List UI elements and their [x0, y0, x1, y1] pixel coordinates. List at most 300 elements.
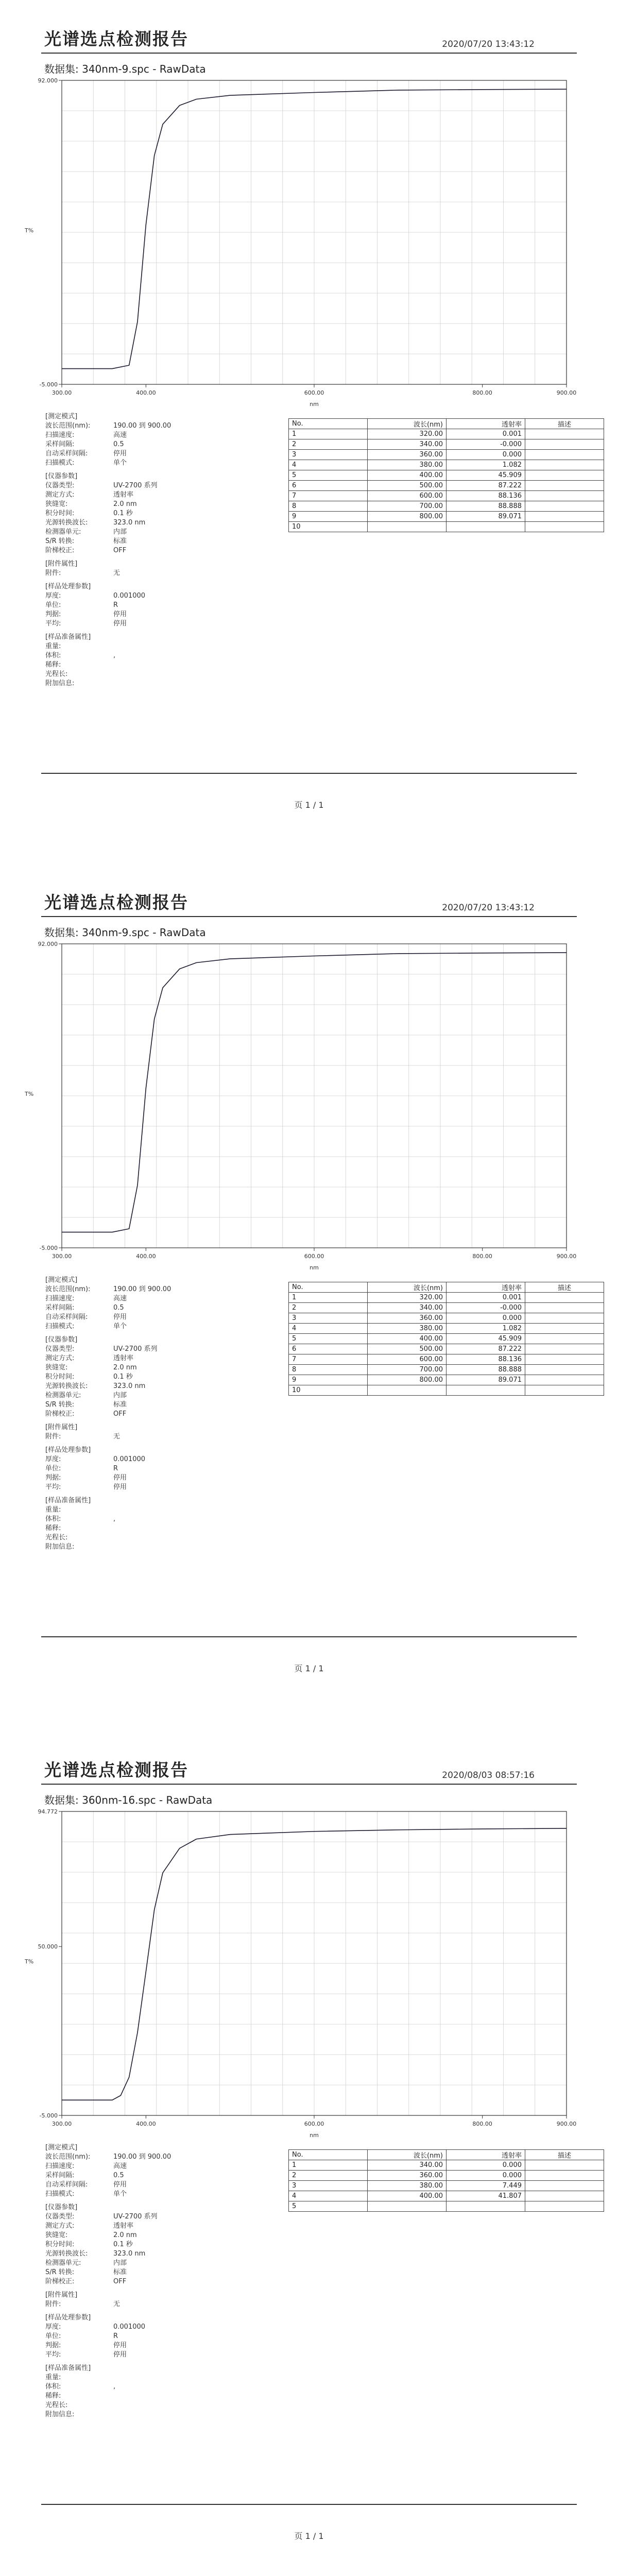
param-value: 高速 [113, 1295, 127, 1302]
report-title: 光谱选点检测报告 [44, 29, 188, 49]
report-date: 2020/08/03 08:57:16 [442, 1770, 535, 1781]
table-cell [525, 429, 604, 439]
table-header-cell: No. [289, 1282, 368, 1293]
table-cell [525, 2171, 604, 2181]
table-cell: 3 [289, 450, 368, 460]
report-page [0, 1731, 618, 2576]
param-key: 光源转换波长: [45, 1382, 88, 1390]
param-key: 稀释: [45, 661, 61, 669]
param-key: 扫描速度: [45, 431, 75, 439]
param-row [45, 1294, 287, 1303]
table-row [289, 522, 604, 532]
x-tick-label: 300.00 [52, 389, 72, 396]
param-section-title: [样品准备属性] [45, 1497, 91, 1504]
param-value: 0.1 秒 [113, 510, 133, 517]
param-key: 光源转换波长: [45, 519, 88, 527]
param-row [45, 2171, 287, 2180]
param-value: 2.0 nm [113, 500, 137, 508]
table-cell [525, 1344, 604, 1354]
param-value: 323.0 nm [113, 519, 146, 527]
param-key: 厚度: [45, 1455, 61, 1463]
table-cell: 89.071 [447, 512, 525, 522]
table-cell [525, 460, 604, 470]
param-section-title: [附件属性] [45, 2291, 78, 2299]
table-cell [525, 439, 604, 450]
page-number: 页 1 / 1 [294, 2531, 324, 2541]
param-value: 停用 [113, 1483, 127, 1491]
param-value: 内部 [113, 1392, 127, 1399]
param-value: UV-2700 系列 [113, 2213, 158, 2221]
table-cell [368, 1385, 447, 1396]
table-row [289, 460, 604, 470]
param-row [45, 2341, 287, 2350]
y-axis-label: T% [25, 1091, 34, 1097]
param-value: 190.00 到 900.00 [113, 422, 171, 430]
table-header-cell: 波长(nm) [368, 1282, 447, 1293]
table-cell: 7 [289, 1354, 368, 1365]
param-key: 体积: [45, 2383, 61, 2391]
table-cell: 0.001 [447, 429, 525, 439]
table-cell: 7.449 [447, 2181, 525, 2191]
report-title: 光谱选点检测报告 [44, 1760, 188, 1780]
header-divider [41, 916, 577, 917]
header-divider [41, 53, 577, 54]
param-value: 0.1 秒 [113, 1373, 133, 1381]
x-tick-label: 900.00 [556, 2121, 577, 2127]
table-row [289, 1365, 604, 1375]
param-row [45, 610, 287, 619]
param-row [45, 449, 287, 459]
chart-grid [62, 1811, 566, 2115]
x-tick-label: 600.00 [304, 2121, 324, 2127]
param-row [45, 2162, 287, 2171]
param-key: 光程长: [45, 670, 68, 678]
table-row [289, 1354, 604, 1365]
param-section-title: [样品准备属性] [45, 2364, 91, 2372]
param-value: 标准 [113, 537, 127, 545]
table-header-row [289, 2150, 604, 2160]
table-cell [368, 522, 447, 532]
param-row [45, 1464, 287, 1473]
param-row [45, 2323, 287, 2332]
table-cell: 6 [289, 1344, 368, 1354]
param-row [45, 2222, 287, 2231]
table-cell: 380.00 [368, 460, 447, 470]
param-row [45, 1455, 287, 1464]
param-value: 0.001000 [113, 2323, 146, 2331]
param-row [45, 1473, 287, 1483]
param-row [45, 431, 287, 440]
param-key: 光程长: [45, 1534, 68, 1541]
report-page [0, 863, 618, 1724]
table-cell: 360.00 [368, 2171, 447, 2181]
param-value: 停用 [113, 2342, 127, 2349]
param-row [45, 619, 287, 629]
param-row [45, 1285, 287, 1294]
param-value: 323.0 nm [113, 1382, 146, 1390]
param-value: 0.5 [113, 440, 124, 448]
table-cell [525, 1313, 604, 1324]
table-cell: 4 [289, 1324, 368, 1334]
table-cell [525, 522, 604, 532]
param-value: 透射率 [113, 2222, 134, 2230]
x-axis-label: nm [310, 401, 319, 408]
param-section-title: [仪器参数] [45, 2204, 78, 2211]
param-row [45, 546, 287, 555]
table-cell [447, 522, 525, 532]
param-key: 采样间隔: [45, 1304, 75, 1312]
param-key: 判据: [45, 2342, 61, 2349]
param-key: 单位: [45, 2332, 61, 2340]
param-key: 仪器类型: [45, 1345, 75, 1353]
table-header-cell: 波长(nm) [368, 419, 447, 429]
table-header-cell: 透射率 [447, 2150, 525, 2160]
y-tick-label: 92.000 [38, 77, 58, 84]
param-value: R [113, 601, 118, 609]
table-cell [525, 481, 604, 491]
param-key: 附加信息: [45, 680, 75, 687]
param-row [45, 421, 287, 431]
param-row [45, 2277, 287, 2286]
param-key: 扫描速度: [45, 2162, 75, 2170]
table-cell: 88.888 [447, 1365, 525, 1375]
param-row [45, 1505, 287, 1515]
param-key: 仪器类型: [45, 482, 75, 489]
measurement-parameters [45, 412, 287, 688]
param-section-title: [样品处理参数] [45, 583, 91, 590]
param-key: 阶梯校正: [45, 1410, 75, 1418]
table-cell [368, 2201, 447, 2212]
footer-divider [41, 773, 577, 774]
param-row [45, 537, 287, 546]
chart-grid [62, 944, 566, 1248]
param-key: 检测器单元: [45, 2259, 81, 2267]
table-cell [525, 2181, 604, 2191]
param-row [45, 509, 287, 518]
table-cell: 600.00 [368, 491, 447, 501]
table-cell: 700.00 [368, 1365, 447, 1375]
param-value: 内部 [113, 2259, 127, 2267]
param-key: 稀释: [45, 2392, 61, 2400]
param-key: 积分时间: [45, 1373, 75, 1381]
table-cell: 500.00 [368, 1344, 447, 1354]
x-tick-label: 400.00 [136, 1253, 156, 1260]
param-row [45, 528, 287, 537]
table-cell: 360.00 [368, 1313, 447, 1324]
param-row [45, 2401, 287, 2410]
table-cell: 6 [289, 481, 368, 491]
param-row [45, 2180, 287, 2190]
table-cell: 360.00 [368, 450, 447, 460]
table-cell [525, 1385, 604, 1396]
param-row [45, 1543, 287, 1552]
table-cell [525, 2201, 604, 2212]
table-row [289, 2160, 604, 2171]
param-row [45, 2212, 287, 2222]
param-row [45, 2300, 287, 2309]
dataset-label: 数据集: 340nm-9.spc - RawData [44, 926, 206, 939]
param-value: 内部 [113, 528, 127, 536]
table-cell: 10 [289, 1385, 368, 1396]
table-row [289, 501, 604, 512]
table-header-row [289, 419, 604, 429]
param-key: S/R 转换: [45, 1401, 75, 1409]
param-row [45, 679, 287, 688]
param-key: 平均: [45, 1483, 61, 1491]
table-header-cell: 透射率 [447, 1282, 525, 1293]
table-cell: 88.136 [447, 491, 525, 501]
param-value: 190.00 到 900.00 [113, 2153, 171, 2161]
table-row [289, 512, 604, 522]
table-cell: 700.00 [368, 501, 447, 512]
table-cell: 500.00 [368, 481, 447, 491]
param-key: 厚度: [45, 2323, 61, 2331]
param-row [45, 490, 287, 500]
param-value: 停用 [113, 450, 127, 457]
param-row [45, 2190, 287, 2199]
param-section-title: [测定模式] [45, 1276, 78, 1284]
param-value: 高速 [113, 431, 127, 439]
param-key: 光程长: [45, 2401, 68, 2409]
y-tick-label: -5.000 [39, 381, 58, 388]
param-key: 附加信息: [45, 1543, 75, 1551]
table-cell: 2 [289, 2171, 368, 2181]
param-value: 0.1 秒 [113, 2241, 133, 2248]
table-cell [525, 2191, 604, 2201]
table-cell: 87.222 [447, 481, 525, 491]
table-cell [525, 501, 604, 512]
param-key: 测定方式: [45, 2222, 75, 2230]
point-table [288, 418, 604, 532]
spectrum-chart [21, 939, 597, 1271]
y-axis-label: T% [25, 1958, 34, 1965]
param-row [45, 1303, 287, 1313]
table-cell [525, 491, 604, 501]
x-tick-label: 900.00 [556, 389, 577, 396]
x-tick-label: 800.00 [472, 389, 492, 396]
table-cell: 3 [289, 2181, 368, 2191]
param-row [45, 2240, 287, 2249]
param-value: R [113, 1465, 118, 1472]
y-tick-label: 92.000 [38, 941, 58, 947]
table-cell: 1 [289, 429, 368, 439]
param-value: 2.0 nm [113, 2231, 137, 2239]
table-cell: 600.00 [368, 1354, 447, 1365]
report-page [0, 0, 618, 860]
param-key: 检测器单元: [45, 528, 81, 536]
point-table [288, 2149, 604, 2212]
table-cell: 340.00 [368, 2160, 447, 2171]
param-key: 狭缝宽: [45, 2231, 68, 2239]
table-cell: 89.071 [447, 1375, 525, 1385]
param-row [45, 1382, 287, 1391]
param-row [45, 1322, 287, 1331]
footer-divider [41, 1636, 577, 1637]
param-section-title: [样品处理参数] [45, 1446, 91, 1454]
table-cell: -0.000 [447, 439, 525, 450]
spectrum-chart [21, 75, 597, 408]
param-key: 自动采样间隔: [45, 2181, 88, 2189]
table-cell: 45.909 [447, 470, 525, 481]
param-value: , [113, 2383, 116, 2391]
table-cell [525, 1354, 604, 1365]
table-header-cell: No. [289, 419, 368, 429]
param-section-title: [测定模式] [45, 413, 78, 420]
table-cell: 88.136 [447, 1354, 525, 1365]
param-key: 狭缝宽: [45, 500, 68, 508]
table-cell [447, 2201, 525, 2212]
x-axis-label: nm [310, 2132, 319, 2139]
table-header-row [289, 1282, 604, 1293]
x-tick-label: 600.00 [304, 1253, 324, 1260]
table-row [289, 2191, 604, 2201]
x-tick-label: 300.00 [52, 1253, 72, 1260]
table-cell: 41.807 [447, 2191, 525, 2201]
param-value: 无 [113, 569, 121, 577]
param-value: 停用 [113, 1313, 127, 1321]
table-cell [447, 1385, 525, 1396]
param-row [45, 1391, 287, 1400]
table-cell [525, 1375, 604, 1385]
param-row [45, 670, 287, 679]
table-cell [525, 470, 604, 481]
param-row [45, 642, 287, 651]
table-cell: 380.00 [368, 1324, 447, 1334]
table-row [289, 2181, 604, 2191]
param-section-title: [附件属性] [45, 560, 78, 568]
param-value: 停用 [113, 2351, 127, 2359]
table-cell: 400.00 [368, 1334, 447, 1344]
param-value: 单个 [113, 1323, 127, 1330]
x-tick-label: 800.00 [472, 2121, 492, 2127]
x-axis-label: nm [310, 1264, 319, 1271]
param-value: 0.001000 [113, 1455, 146, 1463]
table-cell: 3 [289, 1313, 368, 1324]
point-table [288, 1282, 604, 1396]
param-value: 无 [113, 2300, 121, 2308]
table-cell: 1.082 [447, 1324, 525, 1334]
param-key: 单位: [45, 601, 61, 609]
param-value: 190.00 到 900.00 [113, 1285, 171, 1293]
param-key: 测定方式: [45, 1354, 75, 1362]
param-row [45, 500, 287, 509]
param-value: 停用 [113, 611, 127, 618]
param-row [45, 1533, 287, 1543]
table-cell: 87.222 [447, 1344, 525, 1354]
table-header-cell: No. [289, 2150, 368, 2160]
table-cell: 8 [289, 501, 368, 512]
table-cell: 0.000 [447, 1313, 525, 1324]
param-row [45, 1345, 287, 1354]
table-cell: 0.000 [447, 450, 525, 460]
param-key: 重量: [45, 642, 61, 650]
param-key: 判据: [45, 1474, 61, 1482]
chart-grid [62, 80, 566, 384]
param-row [45, 591, 287, 601]
table-row [289, 1375, 604, 1385]
param-key: 体积: [45, 1515, 61, 1523]
param-row [45, 2231, 287, 2240]
table-cell: 9 [289, 512, 368, 522]
param-key: 阶梯校正: [45, 547, 75, 554]
table-cell: 0.000 [447, 2171, 525, 2181]
table-cell [525, 2160, 604, 2171]
param-key: 判据: [45, 611, 61, 618]
param-row [45, 1363, 287, 1372]
param-key: 附件: [45, 569, 61, 577]
table-cell: 380.00 [368, 2181, 447, 2191]
param-row [45, 1483, 287, 1492]
header-divider [41, 1784, 577, 1785]
dataset-label: 数据集: 360nm-16.spc - RawData [44, 1794, 213, 1806]
param-row [45, 651, 287, 660]
param-row [45, 2259, 287, 2268]
param-value: 停用 [113, 1474, 127, 1482]
table-row [289, 2171, 604, 2181]
table-cell: 400.00 [368, 2191, 447, 2201]
table-row [289, 470, 604, 481]
dataset-label: 数据集: 340nm-9.spc - RawData [44, 63, 206, 75]
param-value: OFF [113, 547, 127, 554]
param-key: 积分时间: [45, 2241, 75, 2248]
param-key: 积分时间: [45, 510, 75, 517]
table-cell: 800.00 [368, 1375, 447, 1385]
report-date: 2020/07/20 13:43:12 [442, 39, 535, 49]
param-value: 标准 [113, 2268, 127, 2276]
param-value: 323.0 nm [113, 2250, 146, 2258]
table-row [289, 481, 604, 491]
param-key: 平均: [45, 2351, 61, 2359]
param-row [45, 1410, 287, 1419]
param-value: OFF [113, 2278, 127, 2285]
table-header-cell: 透射率 [447, 419, 525, 429]
param-row [45, 440, 287, 449]
param-key: 重量: [45, 1506, 61, 1514]
y-axis-label: T% [25, 227, 34, 234]
param-key: 平均: [45, 620, 61, 628]
measurement-parameters [45, 2143, 287, 2419]
param-key: S/R 转换: [45, 2268, 75, 2276]
param-value: UV-2700 系列 [113, 1345, 158, 1353]
param-key: 附件: [45, 2300, 61, 2308]
table-cell [525, 1303, 604, 1313]
table-cell: 88.888 [447, 501, 525, 512]
param-row [45, 1524, 287, 1533]
param-section-title: [附件属性] [45, 1423, 78, 1431]
param-key: 仪器类型: [45, 2213, 75, 2221]
table-row [289, 1334, 604, 1344]
param-key: 测定方式: [45, 491, 75, 499]
param-value: R [113, 2332, 118, 2340]
x-tick-label: 600.00 [304, 389, 324, 396]
param-row [45, 569, 287, 578]
table-cell: 5 [289, 1334, 368, 1344]
param-key: 阶梯校正: [45, 2278, 75, 2285]
x-tick-label: 400.00 [136, 389, 156, 396]
param-key: 扫描模式: [45, 2190, 75, 2198]
table-cell: -0.000 [447, 1303, 525, 1313]
param-key: 厚度: [45, 592, 61, 600]
table-cell [525, 1293, 604, 1303]
table-cell: 1 [289, 2160, 368, 2171]
param-value: 标准 [113, 1401, 127, 1409]
param-key: 采样间隔: [45, 440, 75, 448]
table-cell: 8 [289, 1365, 368, 1375]
table-cell [525, 1324, 604, 1334]
param-value: 停用 [113, 620, 127, 628]
x-tick-label: 400.00 [136, 2121, 156, 2127]
table-cell: 5 [289, 2201, 368, 2212]
